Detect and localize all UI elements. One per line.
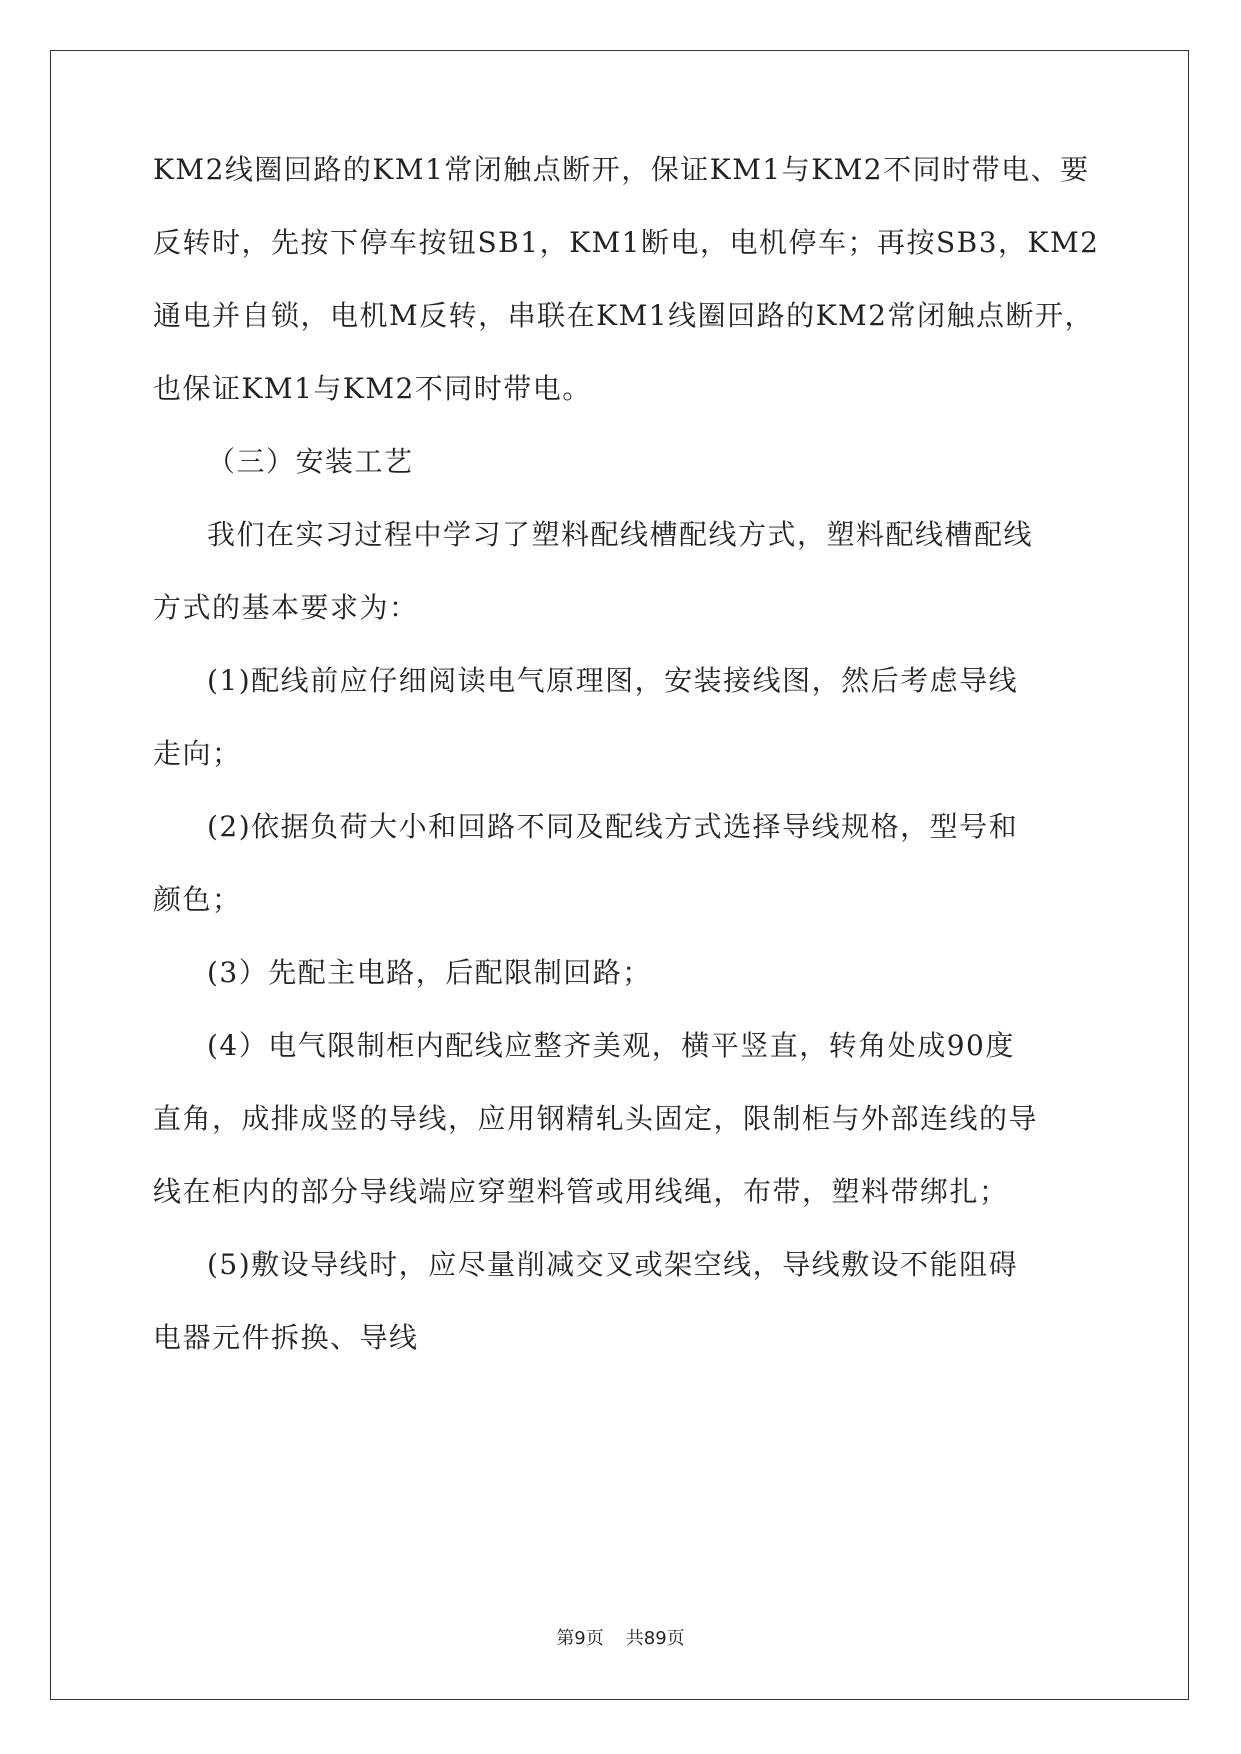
body-line-4: 也保证KM1与KM2不同时带电。: [153, 372, 592, 405]
page-footer: [0, 1628, 1241, 1650]
body-line-1: KM2线圈回路的KM1常闭触点断开，保证KM1与KM2不同时带电、要: [153, 153, 1090, 186]
page-number: 第9页: [556, 1628, 604, 1649]
page-border: [50, 50, 1189, 1700]
body-line-2: 反转时，先按下停车按钮SB1，KM1断电，电机停车；再按SB3，KM2: [153, 226, 1100, 259]
list-item-4-cont-1: 直角，成排成竖的导线，应用钢精轧头固定，限制柜与外部连线的导: [153, 1102, 1039, 1135]
list-item-5: (5)敷设导线时，应尽量削减交叉或架空线，导线敷设不能阻碍: [207, 1248, 1019, 1281]
list-item-1-cont: 走向；: [153, 737, 242, 770]
list-item-4: (4）电气限制柜内配线应整齐美观，横平竖直，转角处成90度: [207, 1029, 1015, 1062]
list-item-2: (2)依据负荷大小和回路不同及配线方式选择导线规格，型号和: [207, 810, 1019, 843]
section-heading: （三）安装工艺: [207, 445, 414, 478]
list-item-1: (1)配线前应仔细阅读电气原理图，安装接线图，然后考虑导线: [207, 664, 1019, 697]
body-line-3: 通电并自锁，电机M反转，串联在KM1线圈回路的KM2常闭触点断开，: [153, 299, 1094, 332]
list-item-5-cont: 电器元件拆换、导线: [153, 1321, 419, 1354]
body-line-6: 我们在实习过程中学习了塑料配线槽配线方式，塑料配线槽配线: [207, 518, 1034, 551]
page-total: 共89页: [625, 1628, 685, 1649]
list-item-2-cont: 颜色；: [153, 883, 242, 916]
list-item-3: (3）先配主电路，后配限制回路；: [207, 956, 652, 989]
body-line-7: 方式的基本要求为：: [153, 591, 419, 624]
list-item-4-cont-2: 线在柜内的部分导线端应穿塑料管或用线绳，布带，塑料带绑扎；: [153, 1175, 1009, 1208]
